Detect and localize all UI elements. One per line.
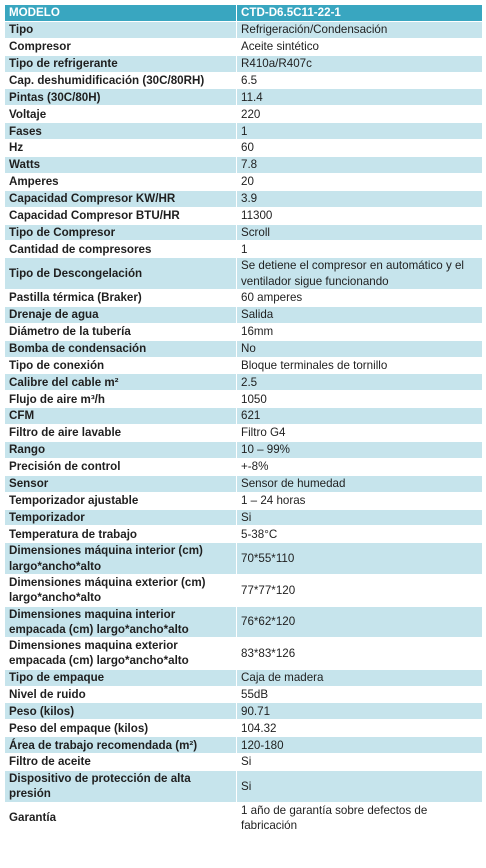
spec-label: Sensor: [5, 475, 237, 492]
spec-value: 83*83*126: [237, 638, 483, 670]
spec-value: Salida: [237, 306, 483, 323]
spec-label: Fases: [5, 123, 237, 140]
spec-label: Dimensiones maquina exterior empacada (cm) largo*ancho*alto: [5, 638, 237, 670]
table-row: [5, 391, 483, 408]
spec-value: Si: [237, 509, 483, 526]
spec-label: Hz: [5, 140, 237, 157]
spec-value: +-8%: [237, 458, 483, 475]
spec-value: 1050: [237, 391, 483, 408]
table-row: [5, 38, 483, 55]
table-row: [5, 89, 483, 106]
spec-label: Peso (kilos): [5, 703, 237, 720]
spec-value: 11300: [237, 207, 483, 224]
spec-table-body: [5, 5, 483, 834]
spec-label: Voltaje: [5, 106, 237, 123]
spec-value: 60: [237, 140, 483, 157]
table-row: [5, 306, 483, 323]
spec-value: Si: [237, 754, 483, 771]
table-row: [5, 441, 483, 458]
table-row: [5, 425, 483, 442]
spec-label: Área de trabajo recomendada (m²): [5, 737, 237, 754]
spec-value: 1: [237, 123, 483, 140]
table-row: [5, 207, 483, 224]
spec-label: Calibre del cable m²: [5, 374, 237, 391]
spec-label: Capacidad Compresor BTU/HR: [5, 207, 237, 224]
table-row: [5, 686, 483, 703]
spec-label: Dimensiones máquina interior (cm) largo*ancho*alto: [5, 543, 237, 575]
spec-label: Pintas (30C/80H): [5, 89, 237, 106]
spec-value: 1 año de garantía sobre defectos de fabricación: [237, 802, 483, 834]
spec-value: 2.5: [237, 374, 483, 391]
spec-value: 7.8: [237, 157, 483, 174]
spec-value: 6.5: [237, 72, 483, 89]
table-row: [5, 543, 483, 575]
spec-label: CFM: [5, 408, 237, 425]
table-row: [5, 509, 483, 526]
header-label: MODELO: [5, 5, 237, 22]
table-row: [5, 173, 483, 190]
model-value: CTD-D6.5C11-22-1: [237, 5, 483, 22]
spec-label: Flujo de aire m³/h: [5, 391, 237, 408]
spec-label: Drenaje de agua: [5, 306, 237, 323]
spec-value: 60 amperes: [237, 289, 483, 306]
spec-value: Si: [237, 771, 483, 803]
spec-label: Tipo de Compresor: [5, 224, 237, 241]
spec-value: 76*62*120: [237, 606, 483, 638]
table-row: [5, 190, 483, 207]
table-row: [5, 771, 483, 803]
spec-label: Tipo de Descongelación: [5, 258, 237, 290]
spec-label: Temporizador ajustable: [5, 492, 237, 509]
table-row: [5, 357, 483, 374]
spec-value: 120-180: [237, 737, 483, 754]
spec-value: 220: [237, 106, 483, 123]
spec-label: Filtro de aceite: [5, 754, 237, 771]
table-row: [5, 123, 483, 140]
table-row: [5, 72, 483, 89]
spec-value: Aceite sintético: [237, 38, 483, 55]
table-row: [5, 492, 483, 509]
table-row: [5, 606, 483, 638]
spec-label: Cantidad de compresores: [5, 241, 237, 258]
spec-label: Temperatura de trabajo: [5, 526, 237, 543]
spec-value: Bloque terminales de tornillo: [237, 357, 483, 374]
table-row: [5, 638, 483, 670]
spec-label: Tipo: [5, 21, 237, 38]
table-row: [5, 374, 483, 391]
spec-value: 1 – 24 horas: [237, 492, 483, 509]
spec-value: Scroll: [237, 224, 483, 241]
spec-label: Bomba de condensación: [5, 340, 237, 357]
spec-label: Diámetro de la tubería: [5, 323, 237, 340]
table-row: [5, 21, 483, 38]
spec-value: Caja de madera: [237, 669, 483, 686]
table-row: [5, 408, 483, 425]
table-row: [5, 289, 483, 306]
spec-value: 5-38°C: [237, 526, 483, 543]
spec-value: Se detiene el compresor en automático y el ventilador sigue funcionando: [237, 258, 483, 290]
table-row: [5, 224, 483, 241]
spec-label: Tipo de refrigerante: [5, 55, 237, 72]
table-row: [5, 323, 483, 340]
spec-label: Tipo de conexión: [5, 357, 237, 374]
table-row: [5, 574, 483, 606]
spec-label: Tipo de empaque: [5, 669, 237, 686]
spec-label: Filtro de aire lavable: [5, 425, 237, 442]
spec-value: 11.4: [237, 89, 483, 106]
spec-value: 20: [237, 173, 483, 190]
spec-label: Dimensiones maquina interior empacada (cm) largo*ancho*alto: [5, 606, 237, 638]
spec-label: Compresor: [5, 38, 237, 55]
spec-value: 621: [237, 408, 483, 425]
spec-label: Amperes: [5, 173, 237, 190]
table-row: [5, 475, 483, 492]
spec-value: 90.71: [237, 703, 483, 720]
table-row: [5, 258, 483, 290]
spec-value: 55dB: [237, 686, 483, 703]
table-row: [5, 737, 483, 754]
table-row: [5, 241, 483, 258]
table-row: [5, 458, 483, 475]
table-row: [5, 720, 483, 737]
table-row: [5, 55, 483, 72]
table-row: [5, 157, 483, 174]
table-header-row: [5, 5, 483, 22]
spec-value: 3.9: [237, 190, 483, 207]
table-row: [5, 802, 483, 834]
spec-label: Dimensiones máquina exterior (cm) largo*ancho*alto: [5, 574, 237, 606]
table-row: [5, 669, 483, 686]
spec-label: Cap. deshumidificación (30C/80RH): [5, 72, 237, 89]
spec-label: Temporizador: [5, 509, 237, 526]
spec-value: 16mm: [237, 323, 483, 340]
spec-label: Dispositivo de protección de alta presión: [5, 771, 237, 803]
spec-label: Peso del empaque (kilos): [5, 720, 237, 737]
spec-value: 10 – 99%: [237, 441, 483, 458]
table-row: [5, 140, 483, 157]
table-row: [5, 703, 483, 720]
spec-label: Nivel de ruido: [5, 686, 237, 703]
table-row: [5, 106, 483, 123]
spec-value: 104.32: [237, 720, 483, 737]
spec-label: Rango: [5, 441, 237, 458]
spec-label: Pastilla térmica (Braker): [5, 289, 237, 306]
spec-value: R410a/R407c: [237, 55, 483, 72]
spec-label: Capacidad Compresor KW/HR: [5, 190, 237, 207]
spec-value: No: [237, 340, 483, 357]
spec-label: Garantía: [5, 802, 237, 834]
spec-value: 70*55*110: [237, 543, 483, 575]
spec-value: 77*77*120: [237, 574, 483, 606]
spec-value: 1: [237, 241, 483, 258]
spec-label: Watts: [5, 157, 237, 174]
spec-label: Precisión de control: [5, 458, 237, 475]
spec-value: Filtro G4: [237, 425, 483, 442]
spec-value: Sensor de humedad: [237, 475, 483, 492]
spec-value: Refrigeración/Condensación: [237, 21, 483, 38]
table-row: [5, 526, 483, 543]
spec-table: [4, 4, 483, 834]
table-row: [5, 754, 483, 771]
table-row: [5, 340, 483, 357]
